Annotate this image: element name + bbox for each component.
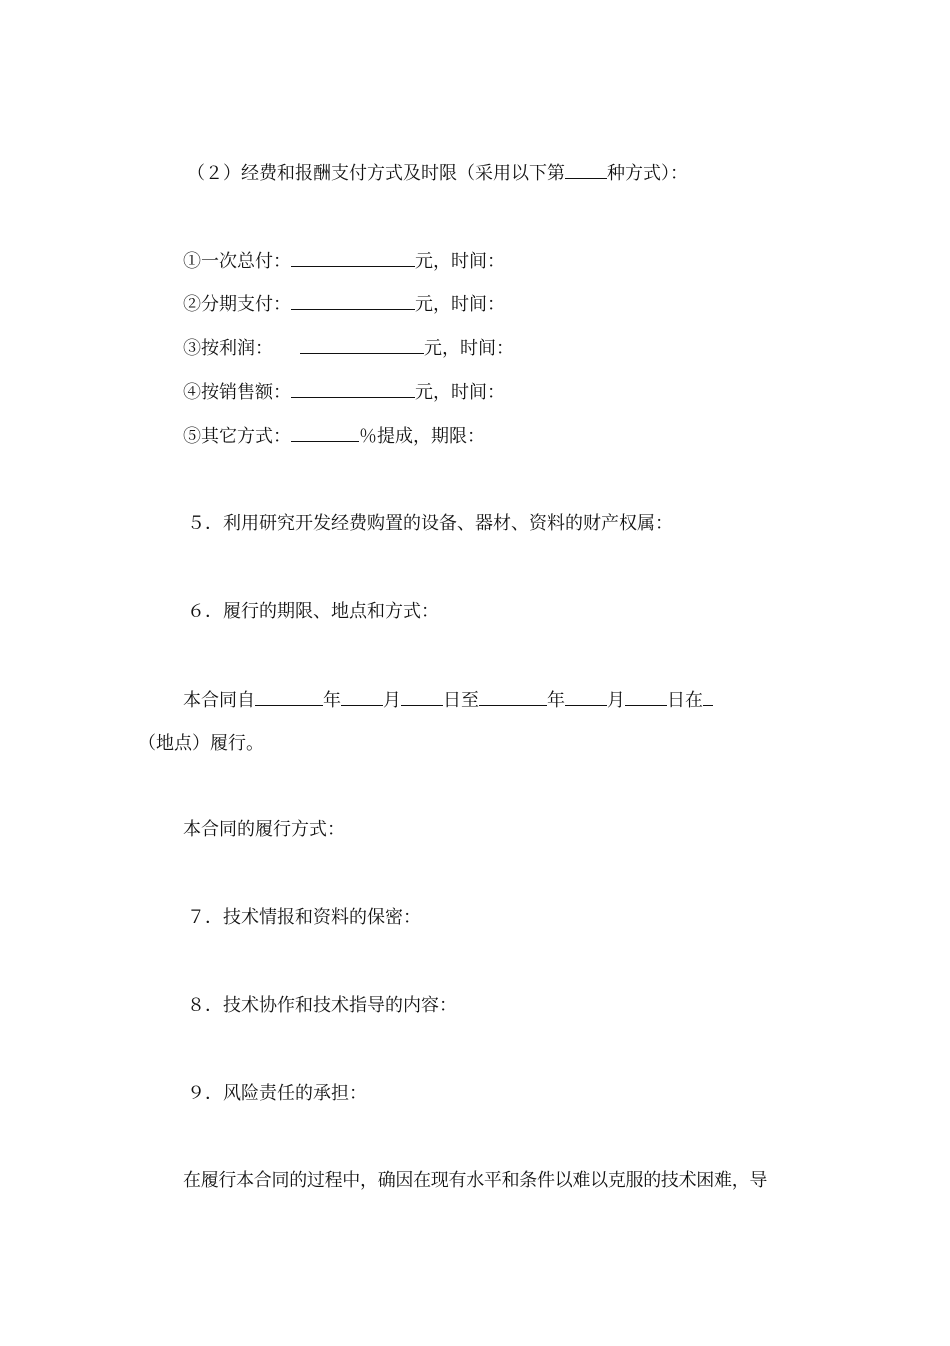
period-text: 月 [607,690,625,711]
option-suffix: 元，时间： [415,251,505,272]
option-suffix: 元，时间： [415,294,505,315]
section-7: ７．技术情报和资料的保密： [187,907,421,928]
amount-blank[interactable] [291,291,415,310]
end-day-blank[interactable] [625,687,667,706]
period-line-2: （地点）履行。 [138,733,264,754]
end-year-blank[interactable] [479,687,547,706]
method-number-blank[interactable] [565,160,607,179]
payment-option-installment [183,291,505,317]
period-text: 日在 [667,690,703,711]
payment-option-profit [183,335,514,361]
performance-manner: 本合同的履行方式： [183,819,345,840]
amount-blank[interactable] [291,379,415,398]
payment-option-lump-sum [183,248,505,274]
option-label: ⑤其它方式： [183,426,291,447]
option-label: ④按销售额： [183,382,291,403]
option-label: ①一次总付： [183,251,291,272]
period-text: 年 [323,690,341,711]
payment-option-sales [183,379,505,405]
payment-heading-suffix: 种方式）： [607,163,688,184]
location-blank[interactable] [703,687,713,706]
period-text: 日至 [443,690,479,711]
payment-heading [187,160,688,186]
period-line [183,687,713,713]
section-8: ８．技术协作和技术指导的内容： [187,995,457,1016]
amount-blank[interactable] [300,335,424,354]
risk-paragraph: 在履行本合同的过程中，确因在现有水平和条件以难以克服的技术困难，导 [183,1170,768,1191]
section-9: ９．风险责任的承担： [187,1083,367,1104]
section-6: ６．履行的期限、地点和方式： [187,601,439,622]
option-suffix: ％提成，期限： [359,426,485,447]
amount-blank[interactable] [291,248,415,267]
start-day-blank[interactable] [401,687,443,706]
period-text: 年 [547,690,565,711]
end-month-blank[interactable] [565,687,607,706]
period-text: 本合同自 [183,690,255,711]
payment-option-other [183,423,485,449]
start-month-blank[interactable] [341,687,383,706]
option-suffix: 元，时间： [415,382,505,403]
period-text: 月 [383,690,401,711]
option-label: ②分期支付： [183,294,291,315]
payment-heading-text: （２）经费和报酬支付方式及时限（采用以下第 [187,163,565,184]
percent-blank[interactable] [291,423,359,442]
section-5: ５．利用研究开发经费购置的设备、器材、资料的财产权属： [187,513,673,534]
option-suffix: 元，时间： [424,338,514,359]
option-label: ③按利润： [183,338,273,359]
start-year-blank[interactable] [255,687,323,706]
